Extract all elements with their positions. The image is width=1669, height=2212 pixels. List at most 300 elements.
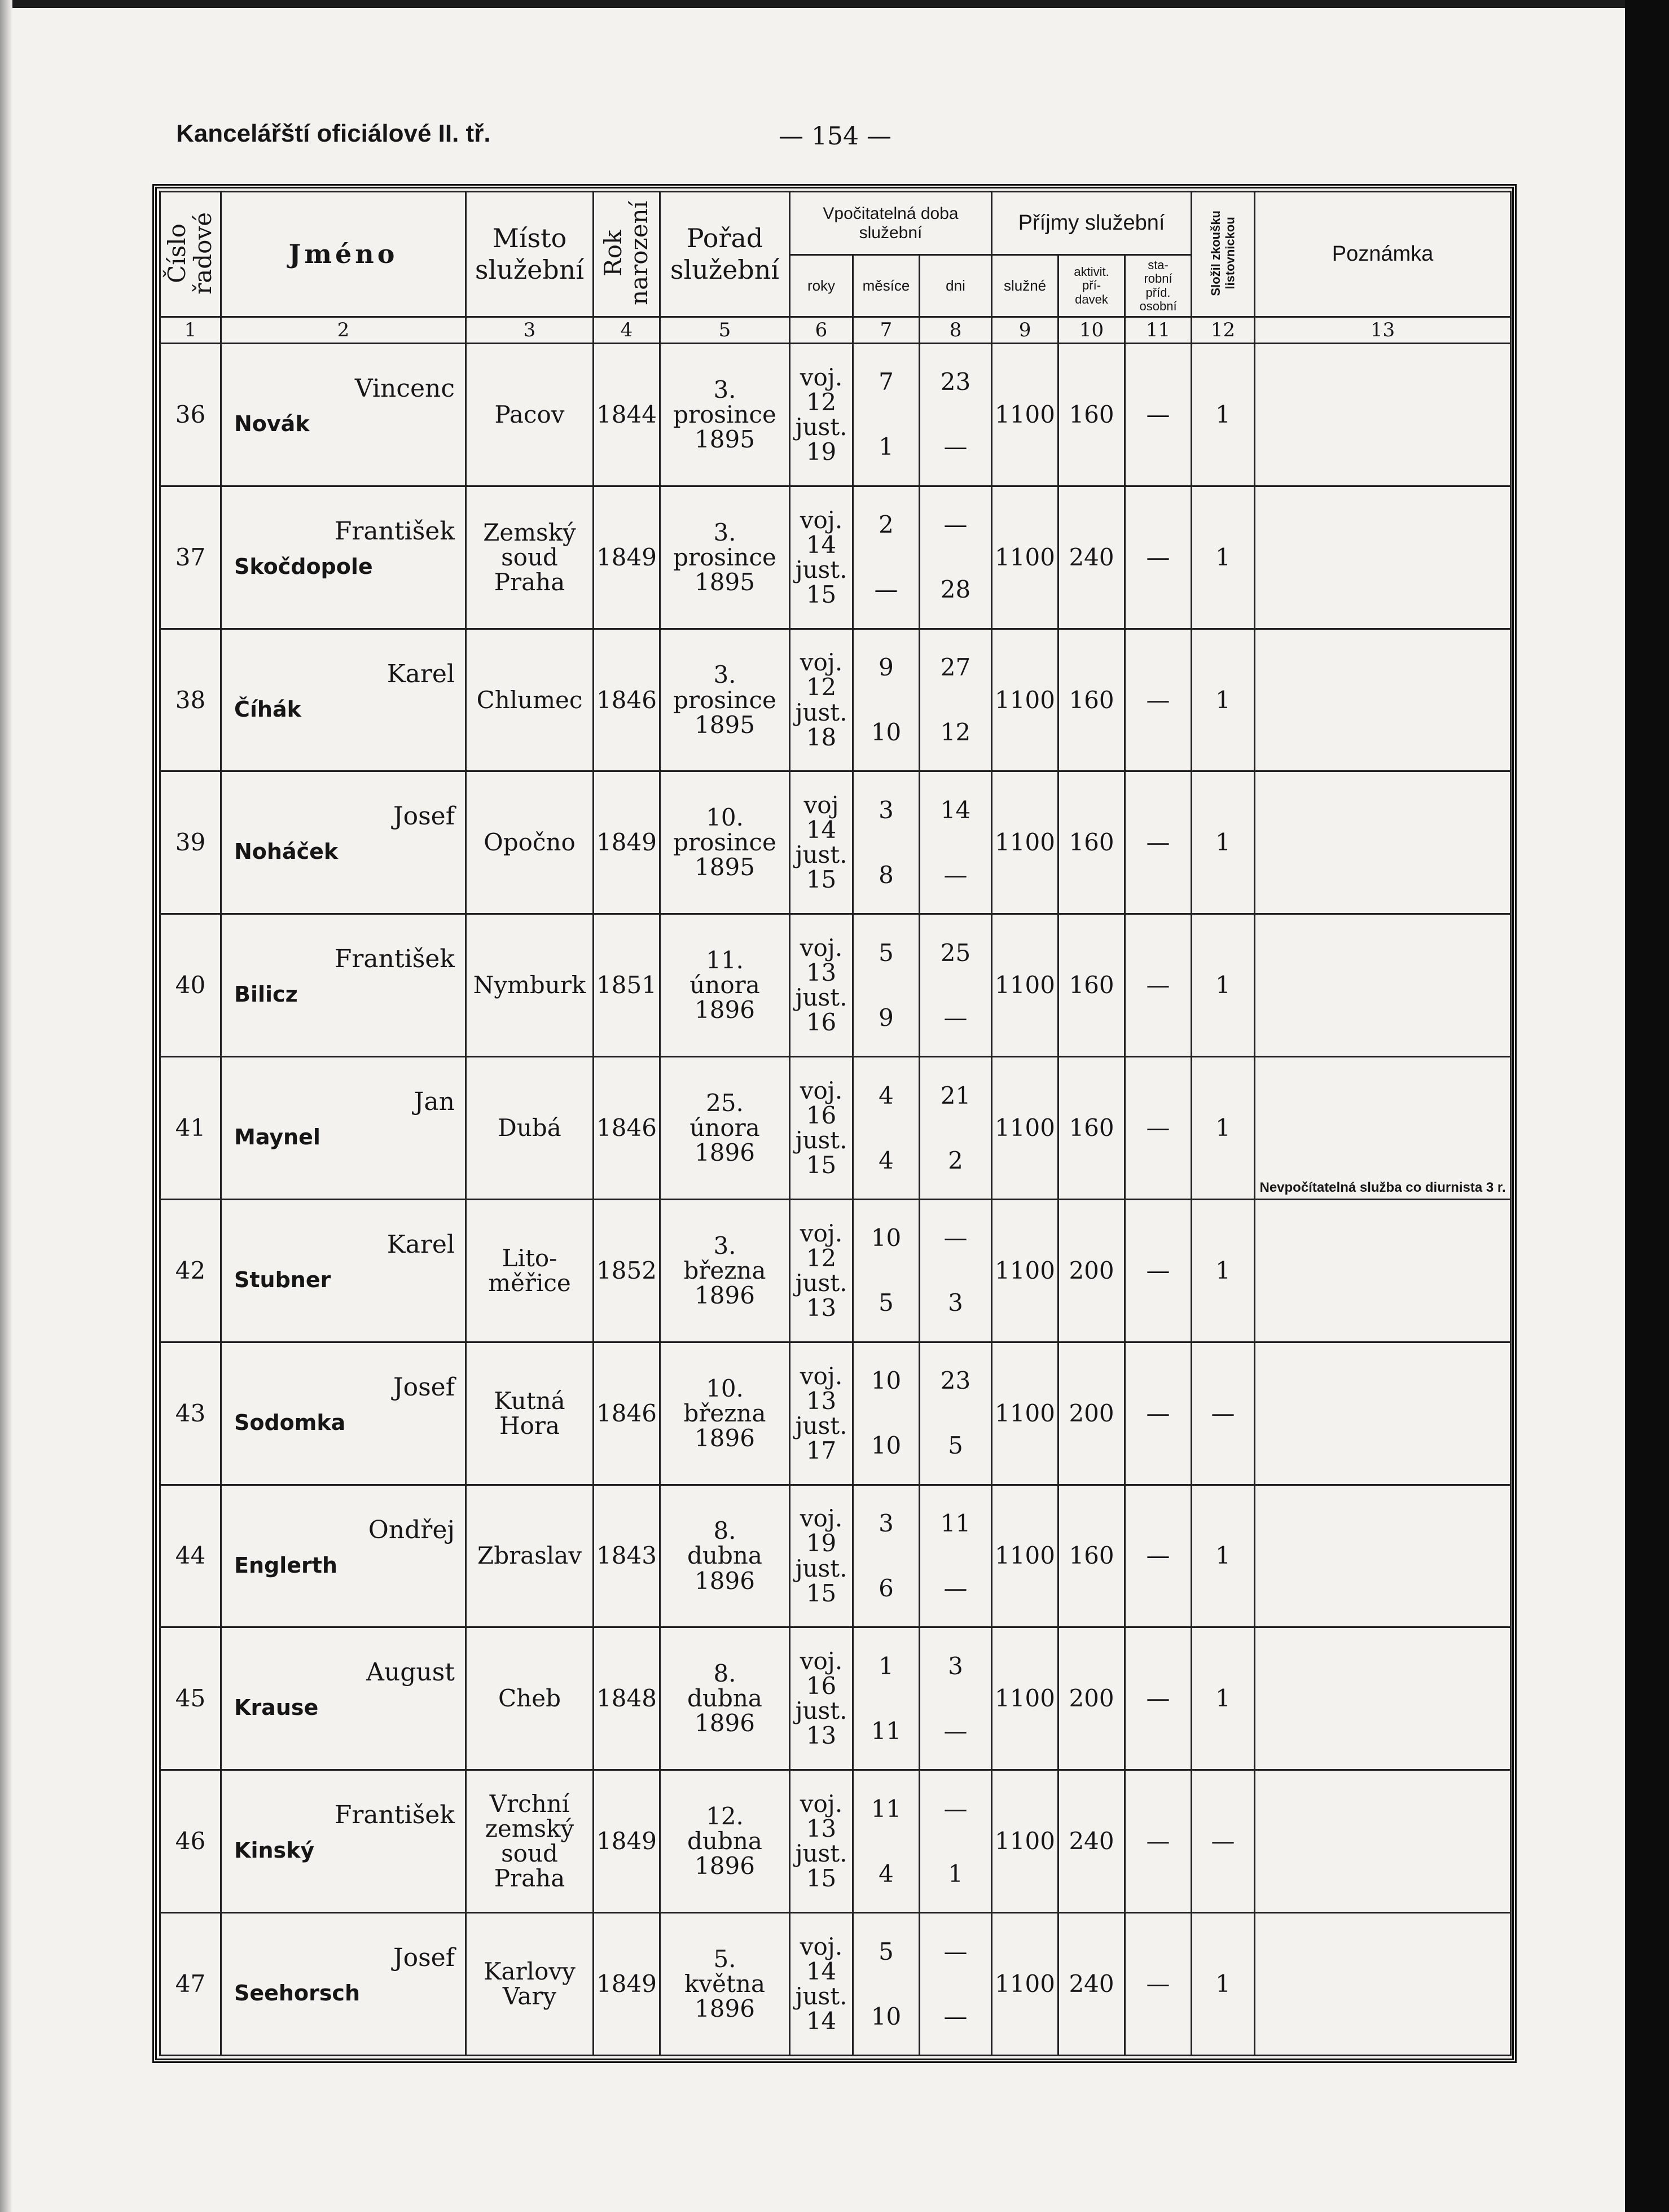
service-years-cell	[790, 1913, 853, 2056]
service-place-cell	[466, 1485, 594, 1627]
table-row	[160, 1770, 1511, 1913]
column-number: 2	[221, 317, 466, 344]
scan-border-left	[0, 0, 12, 2212]
age-bonus-cell	[1125, 344, 1192, 486]
age-bonus: —	[1146, 1399, 1170, 1427]
active-bonus: 160	[1069, 1114, 1114, 1142]
service-months-first: 11	[871, 1794, 902, 1823]
age-bonus-cell	[1125, 771, 1192, 914]
service-months-first: 2	[879, 511, 894, 539]
given-name: Jan	[414, 1087, 455, 1117]
birth-year: 1848	[596, 1684, 657, 1713]
exam-passed: —	[1211, 1827, 1235, 1855]
column-number: 6	[790, 317, 853, 344]
active-bonus: 240	[1069, 1970, 1114, 1998]
surname: Číhák	[234, 696, 301, 722]
age-bonus: —	[1146, 1256, 1170, 1284]
row-number: 41	[175, 1114, 206, 1142]
service-order-date: 3. prosince 1895	[673, 375, 776, 453]
service-order-date-cell	[660, 1057, 790, 1200]
service-order-date: 3. března 1896	[683, 1231, 766, 1309]
salary-cell	[992, 629, 1059, 771]
table-row	[160, 914, 1511, 1057]
scan-border-top	[0, 0, 1669, 8]
row-number-cell	[160, 1627, 221, 1770]
age-bonus: —	[1146, 543, 1170, 571]
note-cell	[1255, 629, 1511, 771]
service-months-second: 9	[879, 1003, 894, 1032]
service-years: voj. 13 just. 15	[795, 1790, 847, 1893]
salary: 1100	[995, 686, 1055, 714]
service-months-first: 4	[879, 1081, 894, 1109]
active-bonus: 200	[1069, 1256, 1114, 1284]
service-order-date-cell	[660, 629, 790, 771]
service-days-second: —	[943, 1574, 968, 1602]
person-name-cell	[221, 914, 466, 1057]
service-days-first: 27	[940, 653, 971, 682]
page-number: — 154 —	[779, 122, 891, 151]
note-cell	[1255, 486, 1511, 629]
service-years-cell	[790, 914, 853, 1057]
column-number-row	[160, 317, 1511, 344]
service-days-cell	[920, 914, 992, 1057]
service-years-cell	[790, 1342, 853, 1485]
register-table	[159, 191, 1512, 2056]
column-number: 5	[660, 317, 790, 344]
salary: 1100	[995, 971, 1055, 999]
exam-passed-cell	[1192, 914, 1255, 1057]
service-months-first: 3	[879, 1509, 894, 1537]
service-days-second: 5	[948, 1432, 963, 1460]
birth-year: 1849	[596, 828, 657, 857]
row-number: 39	[175, 828, 206, 857]
age-bonus: —	[1146, 1684, 1170, 1713]
birth-year: 1852	[596, 1256, 657, 1284]
service-place-cell	[466, 1057, 594, 1200]
header-months: měsíce	[853, 255, 920, 317]
service-order-date: 3. prosince 1895	[673, 661, 776, 739]
header-birth-year: Rok narození	[594, 192, 660, 317]
service-days-first: 21	[940, 1081, 971, 1109]
service-years-cell	[790, 1770, 853, 1913]
column-number: 4	[594, 317, 660, 344]
salary-cell	[992, 1485, 1059, 1627]
service-place: Pacov	[494, 400, 565, 428]
exam-passed: 1	[1215, 1542, 1231, 1570]
service-order-date-cell	[660, 1627, 790, 1770]
exam-passed-cell	[1192, 1342, 1255, 1485]
service-days-second: 28	[940, 576, 971, 604]
surname: Kinský	[234, 1838, 315, 1863]
active-bonus-cell	[1059, 1770, 1125, 1913]
exam-passed: —	[1211, 1399, 1235, 1427]
age-bonus: —	[1146, 1114, 1170, 1142]
service-months-second: 10	[871, 2002, 902, 2030]
service-place: Zemský soud Praha	[483, 518, 576, 596]
exam-passed-cell	[1192, 1485, 1255, 1627]
service-months-cell	[853, 629, 920, 771]
service-days-cell	[920, 771, 992, 914]
person-name-cell	[221, 1770, 466, 1913]
given-name: Karel	[386, 659, 455, 688]
note-cell	[1255, 344, 1511, 486]
row-number: 44	[175, 1542, 206, 1570]
header-service-time-group: Vpočitatelná doba služební	[790, 192, 992, 255]
service-months-cell	[853, 344, 920, 486]
service-days-cell	[920, 1057, 992, 1200]
column-number: 1	[160, 317, 221, 344]
service-days-cell	[920, 344, 992, 486]
salary-cell	[992, 344, 1059, 486]
header-salary: služné	[992, 255, 1059, 317]
row-number: 36	[175, 400, 206, 428]
service-order-date: 10. března 1896	[683, 1374, 766, 1452]
service-days-first: 23	[940, 1367, 971, 1395]
birth-year-cell	[594, 1057, 660, 1200]
exam-passed-cell	[1192, 486, 1255, 629]
person-name-cell	[221, 486, 466, 629]
service-days-cell	[920, 1342, 992, 1485]
service-order-date-cell	[660, 1770, 790, 1913]
service-years-cell	[790, 486, 853, 629]
salary-cell	[992, 1770, 1059, 1913]
service-months-second: 1	[879, 433, 894, 461]
service-years: voj. 12 just. 18	[795, 648, 847, 751]
active-bonus-cell	[1059, 771, 1125, 914]
service-place-cell	[466, 1342, 594, 1485]
birth-year-cell	[594, 344, 660, 486]
service-years-cell	[790, 344, 853, 486]
service-years: voj. 16 just. 15	[795, 1076, 847, 1179]
section-title: Kancelářští oficiálové II. tř.	[176, 120, 491, 147]
age-bonus-cell	[1125, 1913, 1192, 2056]
salary: 1100	[995, 1399, 1055, 1427]
service-months-second: 4	[879, 1859, 894, 1888]
service-days-first: 11	[940, 1509, 971, 1537]
service-days-second: 1	[948, 1859, 963, 1888]
note-cell	[1255, 1913, 1511, 2056]
service-years: voj. 12 just. 19	[795, 363, 847, 466]
service-place-cell	[466, 629, 594, 771]
service-days-second: 3	[948, 1289, 963, 1317]
service-place: Kutná Hora	[494, 1386, 565, 1439]
birth-year: 1849	[596, 543, 657, 571]
service-months-cell	[853, 1627, 920, 1770]
service-months-cell	[853, 1199, 920, 1342]
age-bonus-cell	[1125, 1199, 1192, 1342]
exam-passed-cell	[1192, 771, 1255, 914]
service-order-date: 3. prosince 1895	[673, 518, 776, 596]
service-place-cell	[466, 1627, 594, 1770]
row-number-cell	[160, 486, 221, 629]
person-name-cell	[221, 629, 466, 771]
row-number-cell	[160, 344, 221, 486]
birth-year: 1846	[596, 1114, 657, 1142]
given-name: Josef	[393, 1943, 455, 1973]
active-bonus-cell	[1059, 1199, 1125, 1342]
surname: Sodomka	[234, 1410, 346, 1435]
service-months-cell	[853, 771, 920, 914]
service-months-second: 8	[879, 861, 894, 889]
service-days-first: 3	[948, 1652, 963, 1680]
service-years: voj. 16 just. 13	[795, 1647, 847, 1750]
surname: Seehorsch	[234, 1981, 361, 2006]
salary: 1100	[995, 1114, 1055, 1142]
service-place-cell	[466, 771, 594, 914]
given-name: Karel	[386, 1230, 455, 1259]
service-days-cell	[920, 1485, 992, 1627]
exam-passed-cell	[1192, 1770, 1255, 1913]
service-days-first: 14	[940, 796, 971, 824]
header-service-order: Pořad služební	[660, 192, 790, 317]
row-number-cell	[160, 914, 221, 1057]
given-name: František	[334, 516, 455, 546]
header-days: dni	[920, 255, 992, 317]
service-place: Dubá	[498, 1114, 561, 1142]
service-days-first: —	[943, 1794, 968, 1823]
service-years: voj. 14 just. 14	[795, 1932, 847, 2035]
service-months-first: 10	[871, 1367, 902, 1395]
note-cell	[1255, 1342, 1511, 1485]
person-name-cell	[221, 1199, 466, 1342]
service-place: Opočno	[484, 828, 576, 857]
service-days-first: 23	[940, 368, 971, 396]
exam-passed: 1	[1215, 828, 1231, 857]
note-cell	[1255, 1179, 1511, 1342]
exam-passed: 1	[1215, 1114, 1231, 1142]
service-days-second: —	[943, 1003, 968, 1032]
active-bonus-cell	[1059, 1913, 1125, 2056]
person-name-cell	[221, 1913, 466, 2056]
salary: 1100	[995, 400, 1055, 428]
service-months-cell	[853, 1485, 920, 1627]
birth-year-cell	[594, 1485, 660, 1627]
service-days-second: 12	[940, 718, 971, 747]
service-months-second: 11	[871, 1717, 902, 1745]
given-name: František	[334, 1801, 455, 1830]
salary: 1100	[995, 1970, 1055, 1998]
surname: Stubner	[234, 1267, 331, 1292]
service-days-second: 2	[948, 1146, 963, 1174]
table-row	[160, 1342, 1511, 1485]
header-years: roky	[790, 255, 853, 317]
birth-year: 1851	[596, 971, 657, 999]
row-number: 42	[175, 1256, 206, 1284]
row-number: 47	[175, 1970, 206, 1998]
service-months-second: 10	[871, 1432, 902, 1460]
active-bonus: 160	[1069, 400, 1114, 428]
header-name: Jméno	[221, 192, 466, 317]
table-row	[160, 771, 1511, 914]
given-name: Vincenc	[354, 374, 455, 403]
row-number-cell	[160, 1913, 221, 2056]
header-note: Poznámka	[1255, 192, 1511, 317]
service-place-cell	[466, 344, 594, 486]
service-years-cell	[790, 1057, 853, 1200]
column-number: 12	[1192, 317, 1255, 344]
active-bonus-cell	[1059, 1057, 1125, 1200]
row-number: 46	[175, 1827, 206, 1855]
birth-year-cell	[594, 629, 660, 771]
service-days-second: —	[943, 2002, 968, 2030]
salary: 1100	[995, 1256, 1055, 1284]
active-bonus: 240	[1069, 543, 1114, 571]
row-number-cell	[160, 1485, 221, 1627]
service-months-cell	[853, 1057, 920, 1200]
table-row	[160, 629, 1511, 771]
service-months-first: 1	[879, 1652, 894, 1680]
surname: Krause	[234, 1695, 319, 1721]
active-bonus: 200	[1069, 1684, 1114, 1713]
service-place: Zbraslav	[477, 1542, 582, 1570]
surname: Bilicz	[234, 982, 298, 1007]
service-place-cell	[466, 1913, 594, 2056]
row-number: 37	[175, 543, 206, 571]
birth-year-cell	[594, 771, 660, 914]
active-bonus: 160	[1069, 971, 1114, 999]
service-order-date: 11. února 1896	[689, 946, 760, 1024]
person-name-cell	[221, 1342, 466, 1485]
salary-cell	[992, 914, 1059, 1057]
header-income-group: Příjmy služební	[992, 192, 1192, 255]
service-years: voj. 13 just. 16	[795, 934, 847, 1037]
birth-year: 1849	[596, 1827, 657, 1855]
service-order-date: 12. dubna 1896	[687, 1802, 762, 1880]
exam-passed-cell	[1192, 1627, 1255, 1770]
service-days-second: —	[943, 1717, 968, 1745]
note-cell	[1255, 771, 1511, 914]
service-months-first: 7	[879, 368, 894, 396]
salary: 1100	[995, 1542, 1055, 1570]
service-years-cell	[790, 1627, 853, 1770]
service-months-second: —	[874, 576, 898, 604]
column-number: 3	[466, 317, 594, 344]
column-number: 10	[1059, 317, 1125, 344]
active-bonus-cell	[1059, 486, 1125, 629]
active-bonus: 160	[1069, 686, 1114, 714]
birth-year-cell	[594, 1627, 660, 1770]
birth-year-cell	[594, 1342, 660, 1485]
row-number: 43	[175, 1399, 206, 1427]
salary-cell	[992, 1342, 1059, 1485]
service-order-date-cell	[660, 1199, 790, 1342]
birth-year-cell	[594, 914, 660, 1057]
surname: Noháček	[234, 839, 339, 864]
age-bonus: —	[1146, 1827, 1170, 1855]
given-name: Josef	[393, 1372, 455, 1402]
exam-passed: 1	[1215, 543, 1231, 571]
given-name: Ondřej	[368, 1515, 455, 1544]
person-name-cell	[221, 1485, 466, 1627]
birth-year: 1846	[596, 1399, 657, 1427]
table-row	[160, 1057, 1511, 1200]
surname: Englerth	[234, 1552, 337, 1578]
exam-passed: 1	[1215, 971, 1231, 999]
service-place-cell	[466, 1770, 594, 1913]
exam-passed-cell	[1192, 1199, 1255, 1342]
row-number-cell	[160, 1770, 221, 1913]
service-years: voj. 13 just. 17	[795, 1362, 847, 1464]
surname: Skočdopole	[234, 554, 373, 579]
service-months-first: 9	[879, 653, 894, 682]
table-row	[160, 1913, 1511, 2056]
scan-border-right	[1625, 0, 1669, 2212]
service-months-first: 5	[879, 938, 894, 967]
exam-passed-cell	[1192, 1913, 1255, 2056]
row-number-cell	[160, 771, 221, 914]
age-bonus: —	[1146, 828, 1170, 857]
given-name: Josef	[393, 802, 455, 831]
service-order-date-cell	[660, 771, 790, 914]
row-number-cell	[160, 629, 221, 771]
service-days-second: —	[943, 433, 968, 461]
service-years: voj. 19 just. 15	[795, 1504, 847, 1607]
service-order-date-cell	[660, 344, 790, 486]
given-name: František	[334, 945, 455, 974]
service-order-date: 8. dubna 1896	[687, 1517, 762, 1595]
salary-cell	[992, 771, 1059, 914]
header-active-bonus: aktivit. pří- davek	[1059, 255, 1125, 317]
header-serial: Číslo řadové	[160, 192, 221, 317]
service-order-date-cell	[660, 1913, 790, 2056]
age-bonus-cell	[1125, 1057, 1192, 1200]
table-row	[160, 1485, 1511, 1627]
surname: Novák	[234, 411, 310, 436]
age-bonus: —	[1146, 400, 1170, 428]
service-order-date: 5. května 1896	[684, 1945, 765, 2023]
age-bonus-cell	[1125, 486, 1192, 629]
age-bonus-cell	[1125, 1485, 1192, 1627]
row-number: 45	[175, 1684, 206, 1713]
column-number: 8	[920, 317, 992, 344]
active-bonus: 160	[1069, 1542, 1114, 1570]
service-months-cell	[853, 1342, 920, 1485]
service-place: Karlovy Vary	[484, 1957, 576, 2011]
service-days-cell	[920, 1627, 992, 1770]
service-years: voj. 14 just. 15	[795, 506, 847, 608]
age-bonus-cell	[1125, 914, 1192, 1057]
service-months-second: 10	[871, 718, 902, 747]
service-days-cell	[920, 486, 992, 629]
header-place: Místo služební	[466, 192, 594, 317]
service-days-first: —	[943, 1937, 968, 1965]
active-bonus-cell	[1059, 914, 1125, 1057]
row-number-cell	[160, 1342, 221, 1485]
exam-passed: 1	[1215, 400, 1231, 428]
note-cell	[1255, 1770, 1511, 1913]
salary: 1100	[995, 543, 1055, 571]
table-row	[160, 486, 1511, 629]
birth-year-cell	[594, 1770, 660, 1913]
row-number-cell	[160, 1057, 221, 1200]
service-days-cell	[920, 1770, 992, 1913]
service-order-date-cell	[660, 1342, 790, 1485]
exam-passed: 1	[1215, 686, 1231, 714]
service-days-first: 25	[940, 938, 971, 967]
salary: 1100	[995, 828, 1055, 857]
birth-year-cell	[594, 1913, 660, 2056]
person-name-cell	[221, 1057, 466, 1200]
exam-passed: 1	[1215, 1684, 1231, 1713]
age-bonus: —	[1146, 1542, 1170, 1570]
service-order-date: 10. prosince 1895	[673, 804, 776, 881]
service-place: Vrchní zemský soud Praha	[485, 1790, 574, 1893]
header-row-top	[160, 192, 1511, 255]
service-order-date-cell	[660, 486, 790, 629]
service-years: voj 14 just. 15	[795, 791, 847, 894]
person-name-cell	[221, 771, 466, 914]
person-name-cell	[221, 344, 466, 486]
